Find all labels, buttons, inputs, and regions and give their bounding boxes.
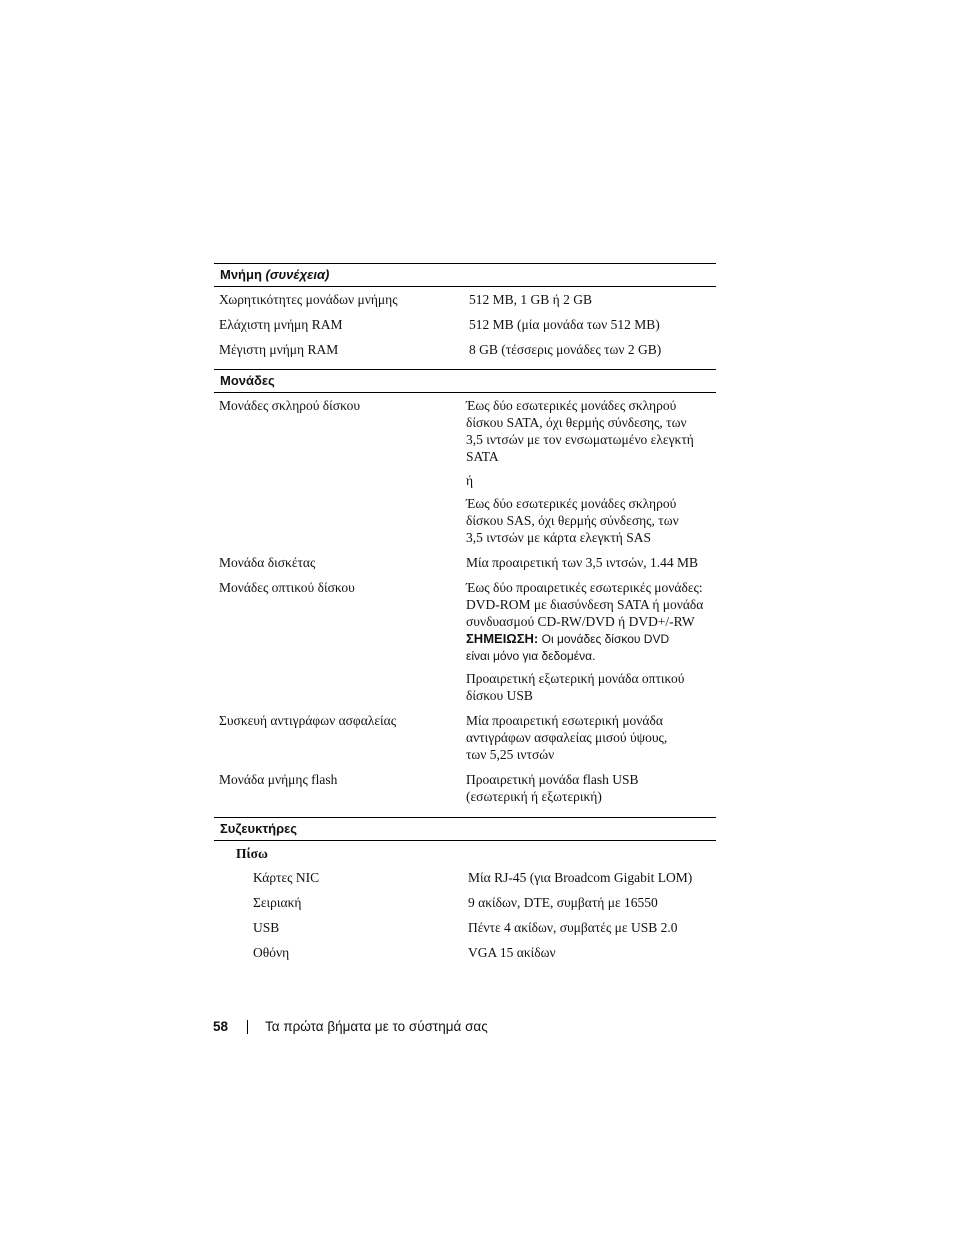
optical-note [466,630,669,648]
hdd-value-line: 3,5 ιντσών με κάρτα ελεγκτή SAS [466,530,651,545]
flash-value-line: Προαιρετική μονάδα flash USB [466,772,639,787]
memory-row-value: 512 MB, 1 GB ή 2 GB [469,292,592,307]
section-title-drives: Μονάδες [220,373,275,388]
section-header-drives [214,369,716,393]
memory-row-label: Χωρητικότητες μονάδων μνήμης [219,292,398,307]
hdd-value-line: Έως δύο εσωτερικές μονάδες σκληρού [466,496,677,511]
optical-value-line: συνδυασμού CD-RW/DVD ή DVD+/-RW [466,614,695,629]
hdd-value-line: 3,5 ιντσών με τον ενσωματωμένο ελεγκτή [466,432,694,447]
connector-row-value: 9 ακίδων, DTE, συμβατή με 16550 [468,895,658,910]
optical-label: Μονάδες οπτικού δίσκου [219,580,355,595]
optical-value-line: Έως δύο προαιρετικές εσωτερικές μονάδες: [466,580,703,595]
note-label: ΣΗΜΕΙΩΣΗ: [466,631,539,646]
connector-row-label: Σειριακή [253,895,302,910]
section-title-memory: Μνήμη [220,267,262,282]
optical-note-line: είναι μόνο για δεδομένα. [466,649,596,663]
optical-value-line: Προαιρετική εξωτερική μονάδα οπτικού [466,671,685,686]
floppy-value: Μία προαιρετική των 3,5 ιντσών, 1.44 MB [466,555,699,570]
memory-row-label: Ελάχιστη μνήμη RAM [219,317,343,332]
floppy-label: Μονάδα δισκέτας [219,555,316,570]
connectors-subheading: Πίσω [236,846,268,861]
note-text: Οι μονάδες δίσκου DVD [541,632,670,646]
footer-title: Τα πρώτα βήματα με το σύστημά σας [265,1019,488,1034]
section-title-suffix: (συνέχεια) [265,267,330,282]
hdd-value-line: δίσκου SAS, όχι θερμής σύνδεσης, των [466,513,679,528]
section-header-connectors [214,817,716,841]
connector-row-value: Πέντε 4 ακίδων, συμβατές με USB 2.0 [468,920,678,935]
hdd-value-line: SATA [466,449,499,464]
optical-value-line: δίσκου USB [466,688,533,703]
backup-value-line: Μία προαιρετική εσωτερική μονάδα [466,713,663,728]
hdd-value-line: δίσκου SATA, όχι θερμής σύνδεσης, των [466,415,687,430]
backup-value-line: αντιγράφων ασφαλείας μισού ύψους, [466,730,668,745]
memory-row-value: 512 MB (μία μονάδα των 512 MB) [469,317,660,332]
memory-row-label: Μέγιστη μνήμη RAM [219,342,339,357]
section-title-connectors: Συζευκτήρες [220,821,298,836]
connector-row-value: VGA 15 ακίδων [468,945,556,960]
memory-row-value: 8 GB (τέσσερις μονάδες των 2 GB) [469,342,662,357]
backup-value-line: των 5,25 ιντσών [466,747,555,762]
connector-row-label: Οθόνη [253,945,290,960]
flash-value-line: (εσωτερική ή εξωτερική) [466,789,602,804]
connector-row-label: Κάρτες NIC [253,870,320,885]
hdd-label: Μονάδες σκληρού δίσκου [219,398,361,413]
connector-row-label: USB [253,920,280,935]
connector-row-value: Μία RJ-45 (για Broadcom Gigabit LOM) [468,870,693,885]
page-number: 58 [213,1019,229,1034]
hdd-value-line: Έως δύο εσωτερικές μονάδες σκληρού [466,398,677,413]
flash-label: Μονάδα μνήμης flash [219,772,338,787]
hdd-or: ή [466,473,474,488]
section-header-memory [214,263,716,287]
footer-separator [247,1020,248,1034]
backup-label: Συσκευή αντιγράφων ασφαλείας [219,713,397,728]
optical-value-line: DVD-ROM με διασύνδεση SATA ή μονάδα [466,597,704,612]
